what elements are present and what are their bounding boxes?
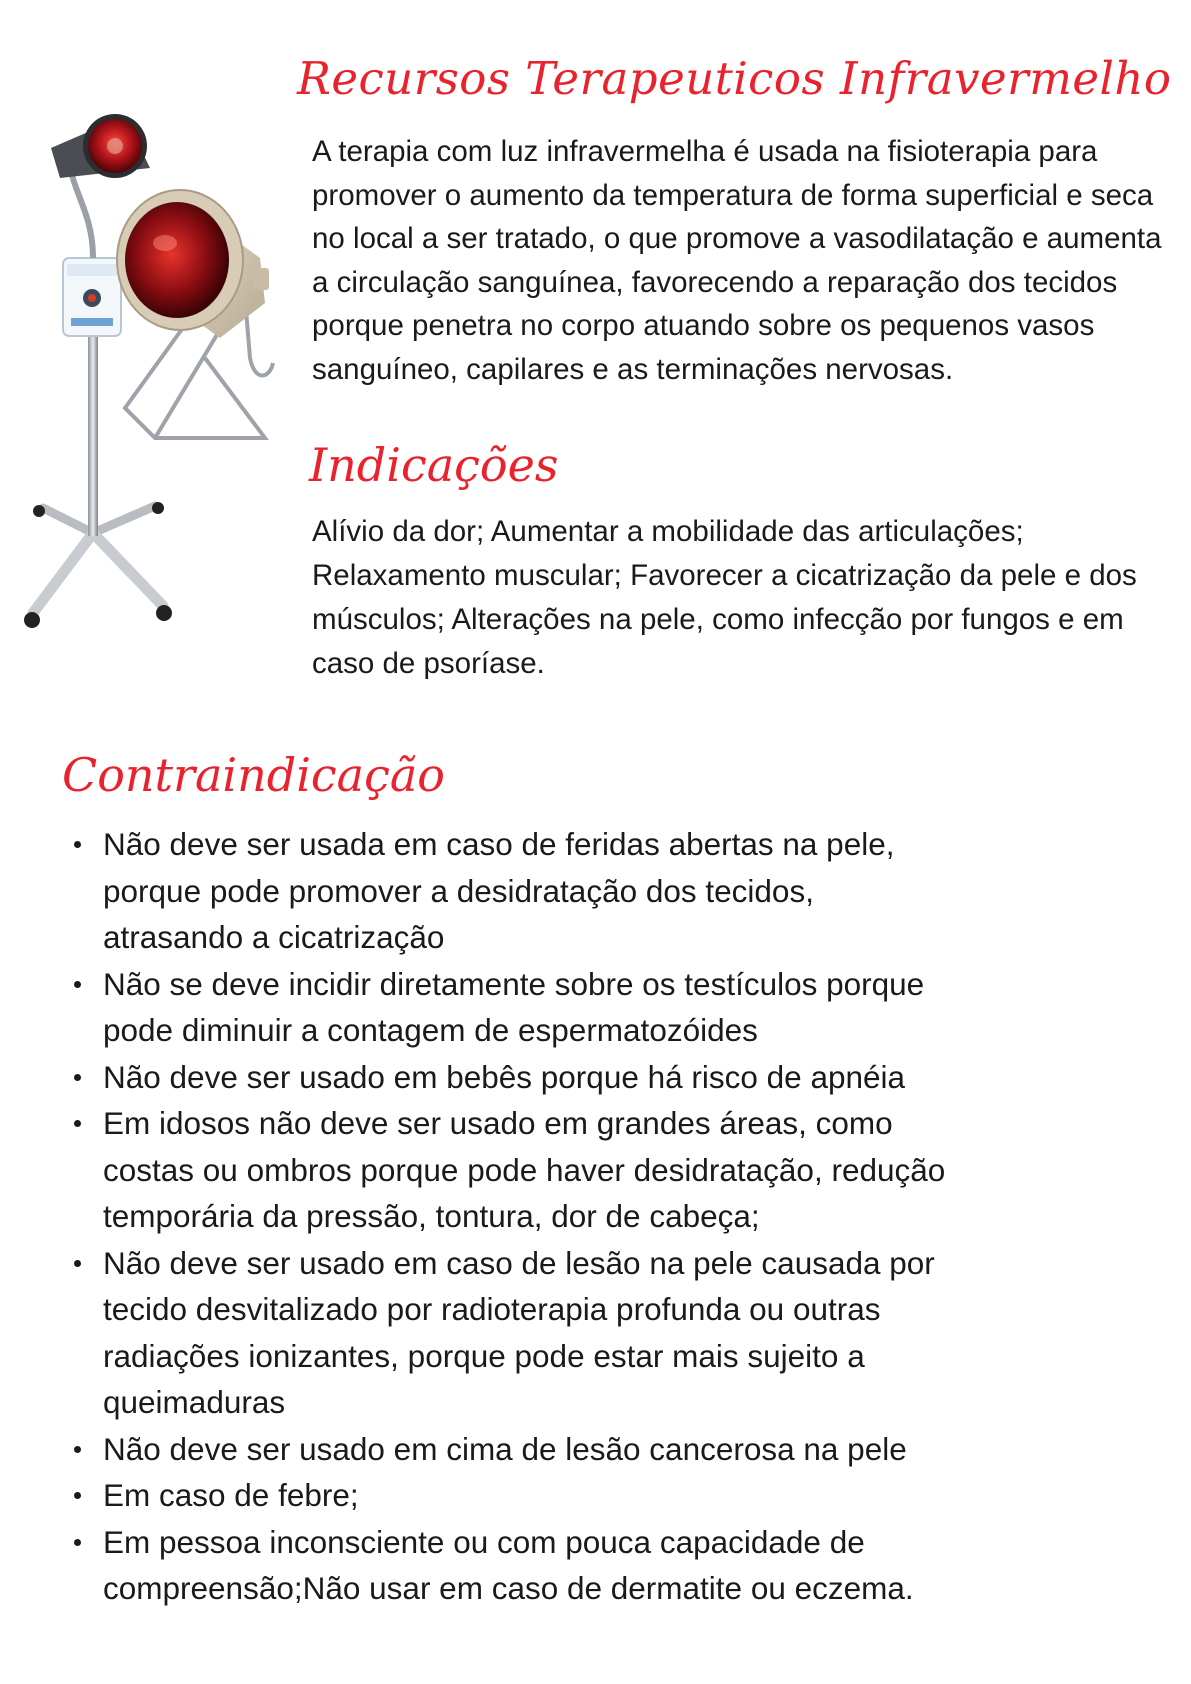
infrared-lamp-icon (15, 108, 305, 643)
lamp-head-small (51, 114, 150, 178)
contraindications-heading: Contraindicação (62, 748, 445, 802)
lamp-head-large (117, 190, 269, 338)
indications-heading: Indicações (309, 438, 559, 492)
list-item: Não se deve incidir diretamente sobre os testículos porque pode diminuir a contagem de espermatozóides (62, 961, 962, 1054)
indications-text: Alívio da dor; Aumentar a mobilidade das articulações; Relaxamento muscular; Favorecer a cicatrização da pele e dos músculos; Alterações na pele, como infecção por fungos e em caso de psoríase. (312, 515, 1137, 680)
list-item: Não deve ser usada em caso de feridas abertas na pele, porque pode promover a desidratação dos tecidos, atrasando a cicatrização (62, 821, 962, 961)
contraindications-list (62, 821, 962, 1612)
list-item: Em idosos não deve ser usado em grandes áreas, como costas ou ombros porque pode haver desidratação, redução temporária da pressão, tontura, dor de cabeça; (62, 1100, 962, 1240)
floor-stand (24, 336, 172, 628)
list-item: Em caso de febre; (62, 1472, 962, 1519)
intro-paragraph: A terapia com luz infravermelha é usada na fisioterapia para promover o aumento da temperatura de forma superficial e seca no local a ser tratado, o que promove a vasodilatação e aumenta a circulação sanguínea, favorecendo a reparação dos tecidos porque penetra no corpo atuando sobre os pequenos vasos sanguíneo, capilares e as terminações nervosas. (312, 135, 1162, 386)
control-box (63, 258, 121, 336)
list-item: Não deve ser usado em cima de lesão cancerosa na pele (62, 1426, 962, 1473)
list-item: Não deve ser usado em bebês porque há risco de apnéia (62, 1054, 962, 1101)
page-title: Recursos Terapeuticos Infravermelho (297, 52, 1172, 105)
list-item: Em pessoa inconsciente ou com pouca capacidade de compreensão;Não usar em caso de dermatite ou eczema. (62, 1519, 962, 1612)
list-item: Não deve ser usado em caso de lesão na pele causada por tecido desvitalizado por radioterapia profunda ou outras radiações ionizantes, porque pode estar mais sujeito a queimaduras (62, 1240, 962, 1426)
